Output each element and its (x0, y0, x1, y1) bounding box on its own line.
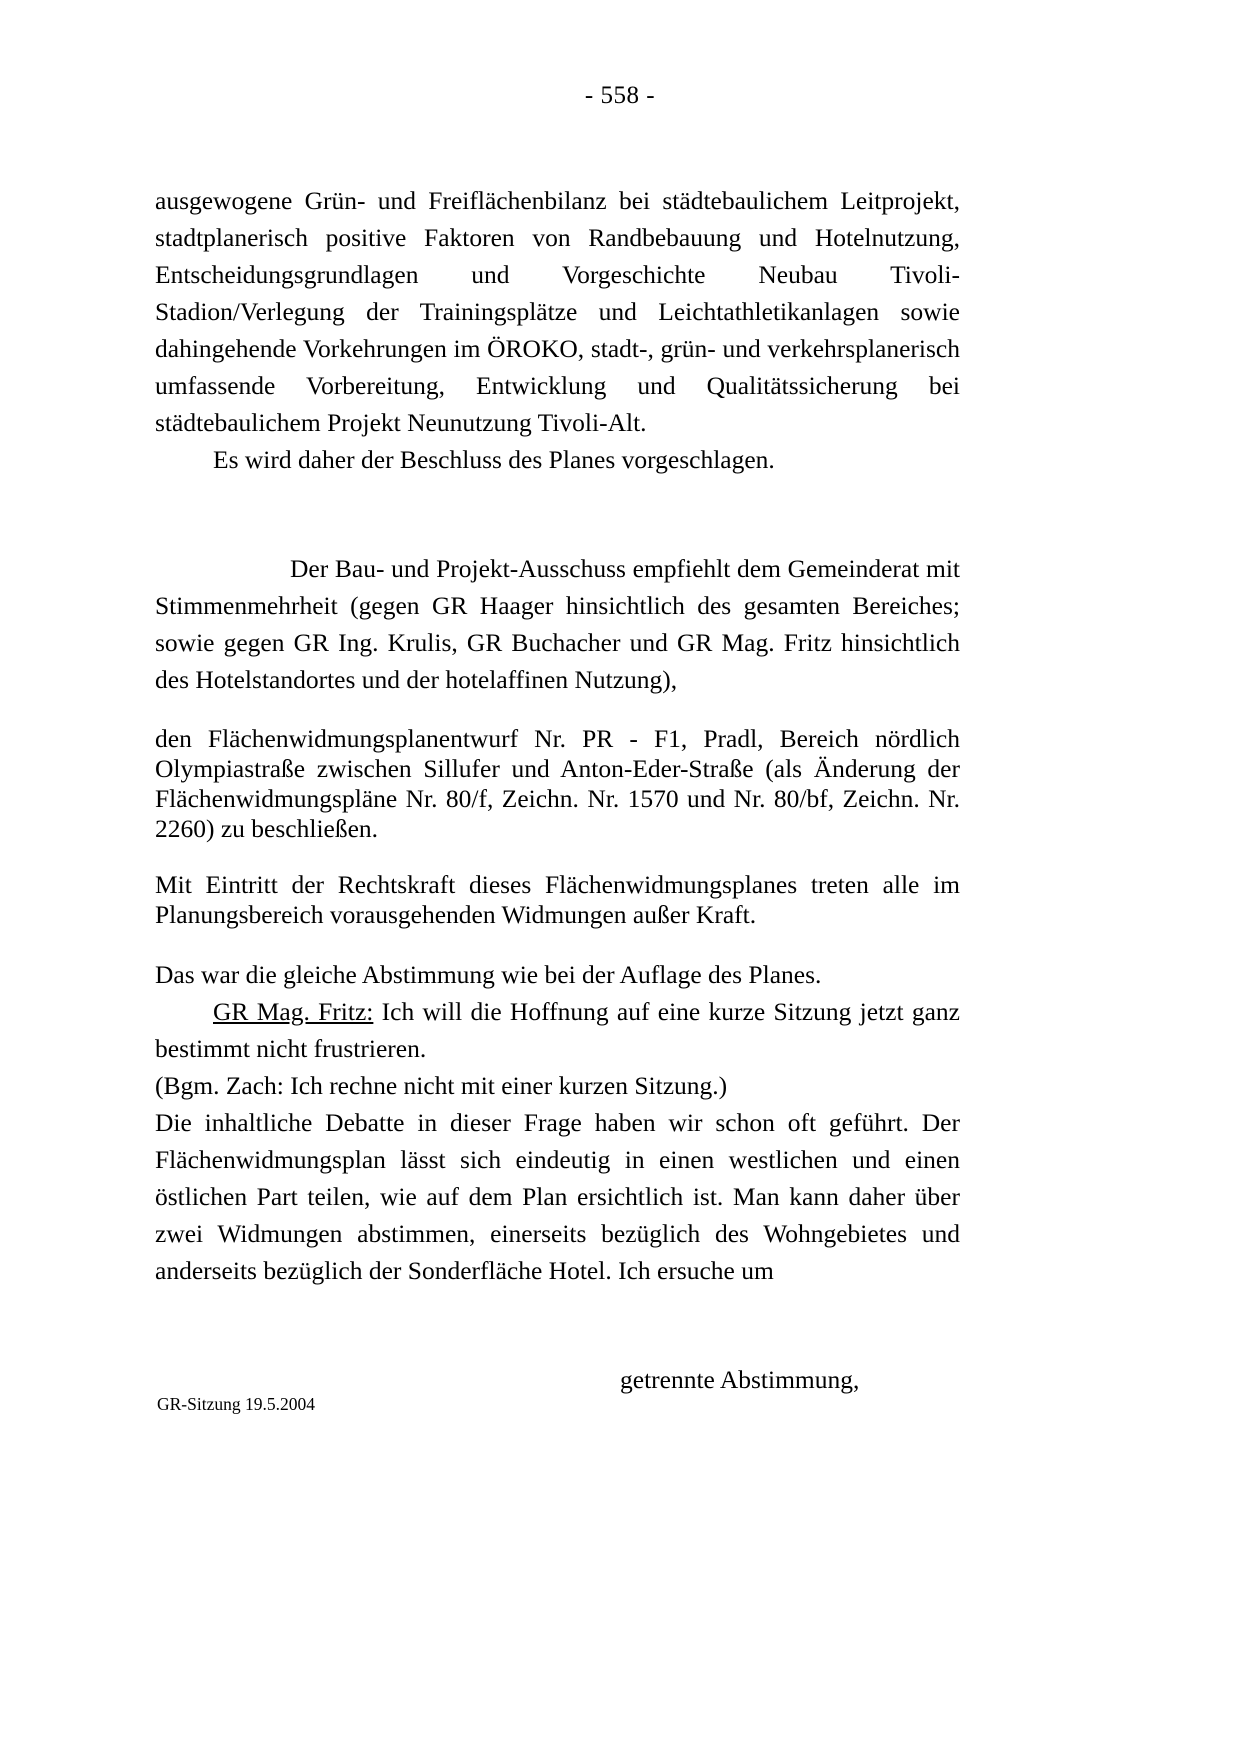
paragraph-4: den Flächenwidmungsplanentwurf Nr. PR - F1, Pradl, Bereich nördlich Olympiastraße zwischen Sillufer und Anton-Eder-Straße (als Änderung der Flächenwidmungspläne Nr. 80/f, Zeichn. Nr. 1570 und Nr. 80/bf, Zeichn. Nr. 2260) zu beschließen. (155, 724, 960, 843)
paragraph-8: (Bgm. Zach: Ich rechne nicht mit einer kurzen Sitzung.) (155, 1071, 728, 1100)
spacer-medium (155, 698, 960, 724)
paragraph-2 (155, 441, 960, 478)
paragraph-3 (155, 550, 960, 698)
spacer-large (155, 1289, 960, 1361)
spacer-large (155, 478, 960, 550)
document-body (155, 182, 960, 1398)
paragraph-2-text: Es wird daher der Beschluss des Planes vorgeschlagen. (213, 445, 775, 474)
paragraph-9: Die inhaltliche Debatte in dieser Frage haben wir schon oft geführt. Der Flächenwidmungsplan lässt sich eindeutig in einen westlichen und einen östlichen Part teilen, wie auf dem Plan ersichtlich ist. Man kann daher über zwei Widmungen abstimmen, einerseits bezüglich des Wohngebietes und anderseits bezüglich der Sonderfläche Hotel. Ich ersuche um (155, 1108, 960, 1285)
paragraph-3-text: Der Bau- und Projekt-Ausschuss empfiehlt dem Gemeinderat mit Stimmenmehrheit (gegen GR Haager hinsichtlich des gesamten Bereiches; sowie gegen GR Ing. Krulis, GR Buchacher und GR Mag. Fritz hinsichtlich des Hotelstandortes und der hotelaffinen Nutzung), (155, 554, 960, 694)
paragraph-7-text: Ich will die Hoffnung auf eine kurze Sitzung jetzt ganz bestimmt nicht frustrieren. (155, 997, 960, 1063)
paragraph-1: ausgewogene Grün- und Freiflächenbilanz bei städtebaulichem Leitprojekt, stadtplanerisch positive Faktoren von Randbebauung und Hotelnutzung, Entscheidungsgrundlagen und Vorgeschichte Neubau Tivoli-Stadion/Verlegung der Trainingsplätze und Leichtathletikanlagen sowie dahingehende Vorkehrungen im ÖROKO, stadt-, grün- und verkehrsplanerisch umfassende Vorbereitung, Entwicklung und Qualitätssicherung bei städtebaulichem Projekt Neunutzung Tivoli-Alt. (155, 186, 960, 437)
paragraph-6: Das war die gleiche Abstimmung wie bei der Auflage des Planes. (155, 960, 822, 989)
page-number: - 558 - (584, 82, 656, 109)
spacer-medium (155, 930, 960, 956)
paragraph-10: getrennte Abstimmung, (620, 1365, 860, 1394)
page-footer: GR-Sitzung 19.5.2004 (157, 1394, 315, 1414)
spacer-medium (155, 844, 960, 870)
speaker-name: GR Mag. Fritz: (213, 997, 374, 1026)
paragraph-7 (155, 993, 960, 1067)
paragraph-5: Mit Eintritt der Rechtskraft dieses Flächenwidmungsplanes treten alle im Planungsbereich vorausgehenden Widmungen außer Kraft. (155, 870, 960, 929)
